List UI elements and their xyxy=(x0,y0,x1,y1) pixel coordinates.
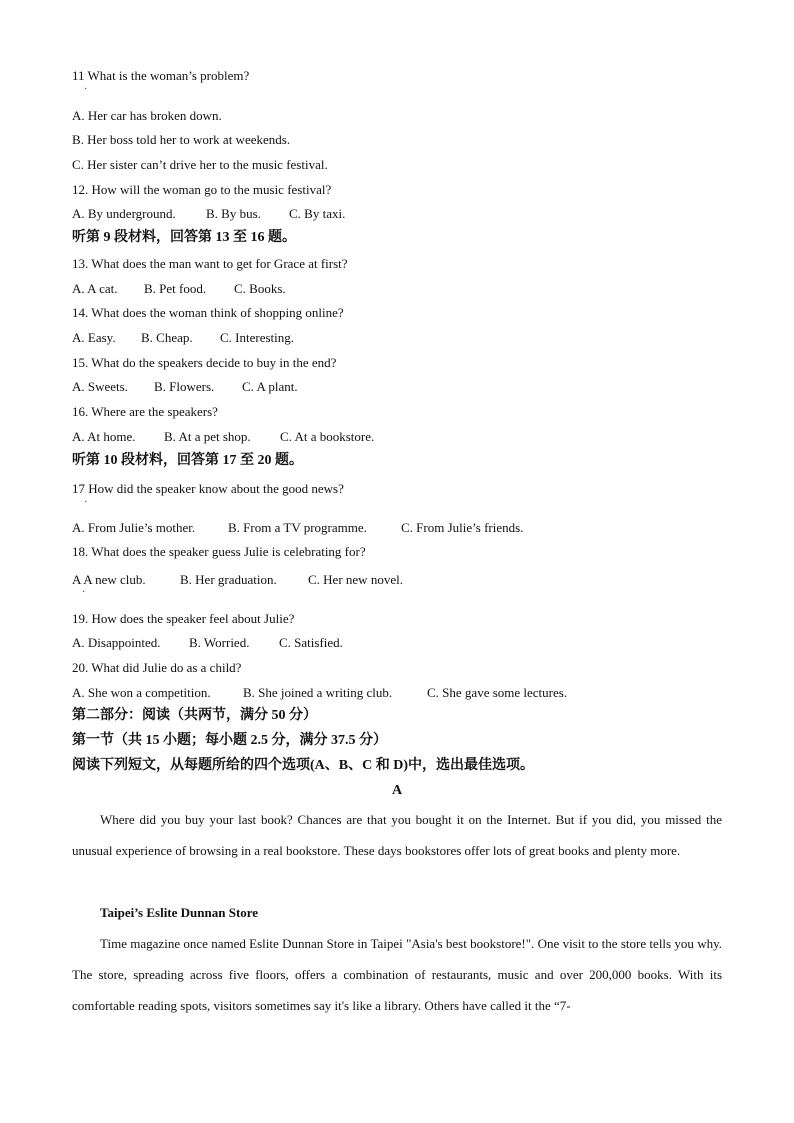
question-14: 14. What does the woman think of shopping online? xyxy=(72,305,344,320)
passage-subtitle: Taipei’s Eslite Dunnan Store xyxy=(100,905,259,920)
q19-option-a: A. Disappointed. xyxy=(72,635,161,650)
q18-option-a: A A new club. xyxy=(72,572,146,587)
reading-instruction: 阅读下列短文，从每题所给的四个选项(A、B、C 和 D)中，选出最佳选项。 xyxy=(72,758,534,773)
q17-option-a: A. From Julie’s mother. xyxy=(72,520,196,535)
question-18: 18. What does the speaker guess Julie is celebrating for? xyxy=(72,544,366,559)
question-12: 12. How will the woman go to the music festival? xyxy=(72,182,332,197)
q12-option-c: C. By taxi. xyxy=(289,206,346,221)
q13-options xyxy=(72,281,286,297)
passage-paragraph-1: Where did you buy your last book? Chances are that you bought it on the Internet. But if you did, you missed the unusual experience of browsing in a real bookstore. These days bookstores offer lots of great books and plenty more. xyxy=(72,812,722,858)
q14-option-a: A. Easy. xyxy=(72,330,116,345)
section-1-heading: 第一节（共 15 小题；每小题 2.5 分，满分 37.5 分） xyxy=(72,733,387,748)
q14-options xyxy=(72,330,294,346)
q19-option-b: B. Worried. xyxy=(189,635,250,650)
q15-option-c: C. A plant. xyxy=(242,379,298,394)
question-17: 17 How did the speaker know about the good news? xyxy=(72,481,344,496)
q18-option-b: B. Her graduation. xyxy=(180,572,277,587)
q14-option-b: B. Cheap. xyxy=(141,330,193,345)
q12-options xyxy=(72,206,345,222)
section-10-heading: 听第 10 段材料，回答第 17 至 20 题。 xyxy=(72,453,303,468)
q18-option-c: C. Her new novel. xyxy=(308,572,403,587)
q19-options xyxy=(72,635,343,651)
q15-options xyxy=(72,379,298,395)
q17-option-c: C. From Julie’s friends. xyxy=(401,520,524,535)
q15-option-b: B. Flowers. xyxy=(154,379,215,394)
q20-option-c: C. She gave some lectures. xyxy=(427,685,568,700)
q16-option-b: B. At a pet shop. xyxy=(164,429,251,444)
q20-options xyxy=(72,685,567,701)
q16-option-c: C. At a bookstore. xyxy=(280,429,375,444)
question-20: 20. What did Julie do as a child? xyxy=(72,660,242,675)
q12-option-a: A. By underground. xyxy=(72,206,176,221)
passage-label: A xyxy=(391,783,403,798)
mark-dot: · xyxy=(84,84,88,95)
question-15: 15. What do the speakers decide to buy in the end? xyxy=(72,355,337,370)
q19-option-c: C. Satisfied. xyxy=(279,635,343,650)
q18-options xyxy=(72,572,403,588)
q13-option-a: A. A cat. xyxy=(72,281,118,296)
q20-option-b: B. She joined a writing club. xyxy=(243,685,393,700)
q16-option-a: A. At home. xyxy=(72,429,136,444)
q13-option-b: B. Pet food. xyxy=(144,281,207,296)
mark-dot: · xyxy=(84,497,88,508)
question-16: 16. Where are the speakers? xyxy=(72,404,218,419)
question-19: 19. How does the speaker feel about Julie? xyxy=(72,611,295,626)
q17-option-b: B. From a TV programme. xyxy=(228,520,367,535)
q16-options xyxy=(72,429,374,445)
q11-option-c: C. Her sister can’t drive her to the music festival. xyxy=(72,157,328,172)
q15-option-a: A. Sweets. xyxy=(72,379,128,394)
passage-paragraph-2: Time magazine once named Eslite Dunnan Store in Taipei "Asia's best bookstore!". One visit to the store tells you why. The store, spreading across five floors, offers a combination of restaurants, music and over 200,000 books. With its comfortable reading spots, visitors sometimes say it's like a library. Others have called it the “7- xyxy=(72,936,722,1013)
mark-dot: · xyxy=(82,587,86,598)
q20-option-a: A. She won a competition. xyxy=(72,685,211,700)
question-13: 13. What does the man want to get for Grace at first? xyxy=(72,256,348,271)
q13-option-c: C. Books. xyxy=(234,281,286,296)
q17-options xyxy=(72,520,523,536)
q14-option-c: C. Interesting. xyxy=(220,330,295,345)
q12-option-b: B. By bus. xyxy=(206,206,261,221)
part-2-heading: 第二部分：阅读（共两节，满分 50 分） xyxy=(72,708,317,723)
section-9-heading: 听第 9 段材料，回答第 13 至 16 题。 xyxy=(72,230,296,245)
question-11: 11 What is the woman’s problem? xyxy=(72,68,250,83)
q11-option-a: A. Her car has broken down. xyxy=(72,108,222,123)
q11-option-b: B. Her boss told her to work at weekends. xyxy=(72,132,291,147)
